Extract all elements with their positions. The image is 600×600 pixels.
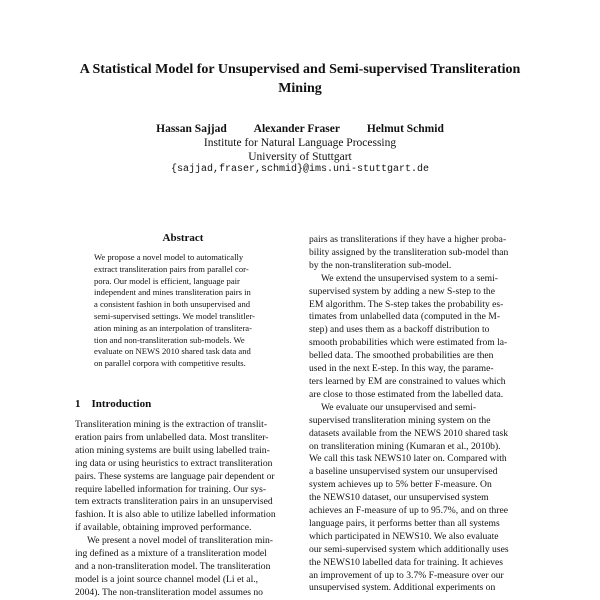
left-column [75, 419, 297, 600]
paper-title [60, 60, 540, 98]
text-line: language pairs, it performs better than all systems [309, 517, 500, 529]
paragraph [75, 535, 294, 600]
abstract-line: We propose a novel model to automatically [94, 252, 244, 262]
abstract-body [94, 252, 274, 370]
text-line: by the non-transliteration sub-model. [309, 259, 452, 271]
text-line: if available, obtaining improved performance. [75, 522, 252, 534]
text-line: a baseline unsupervised system our unsupervised [309, 466, 498, 478]
text-line: pairs as transliterations if they have a higher proba- [309, 234, 507, 245]
introduction-body [75, 419, 294, 600]
text-line: the NEWS10 dataset, our unsupervised system [309, 492, 489, 504]
abstract-line: pora. Our model is efficient, language pair [94, 275, 240, 286]
paragraph [309, 273, 528, 402]
author-name: Helmut Schmid [366, 123, 444, 135]
abstract-line: on parallel corpora with competitive results. [94, 358, 246, 369]
author-list [0, 122, 600, 137]
text-line: on transliteration mining (Kumaran et al., 2010b). [309, 440, 501, 452]
text-line: achieves an F-measure of up to 95.7%, and on three [309, 505, 509, 517]
abstract-line: evaluate on NEWS 2010 shared task data and [94, 346, 251, 357]
text-line: model is a joint source channel model (Li et al., [75, 573, 259, 585]
abstract-line: tion and non-transliteration sub-models. We [94, 334, 245, 345]
text-line: ing data or using heuristics to extract transliteration [75, 457, 273, 469]
text-line: which participated in NEWS10. We also evaluate [309, 530, 499, 542]
section-title: Introduction [91, 398, 152, 410]
author-email: {sajjad,fraser,schmid}@ims.uni-stuttgart.de [170, 164, 430, 175]
text-line: an improvement of up to 3.7% F-measure over our [309, 569, 504, 581]
right-column [309, 234, 531, 600]
text-line: step) and uses them as a backoff distribution to [309, 324, 490, 336]
text-line: We extend the unsupervised system to a semi- [321, 272, 498, 284]
paragraph [309, 234, 528, 273]
text-line: We call this task NEWS10 later on. Compared with [309, 453, 507, 465]
author-name: Hassan Sajjad [156, 123, 227, 135]
text-line: 2004). The non-transliteration model assumes no [75, 586, 263, 598]
text-line: unsupervised system. Additional experiments on [309, 582, 496, 594]
text-line: fashion. It is also able to utilize labelled information [75, 509, 276, 521]
text-line: smooth probabilities which were estimated from la- [309, 337, 508, 349]
right-column-body [309, 234, 528, 595]
text-line: require labelled information for training. Our sys- [75, 483, 267, 495]
text-line: EM algorithm. The S-step takes the probability es- [309, 298, 504, 310]
text-line: our semi-supervised system which additionally uses [309, 543, 509, 555]
text-line: We evaluate our unsupervised and semi- [321, 401, 477, 413]
text-line: timates from unlabelled data (computed in the M- [309, 311, 501, 323]
affiliation-university: University of Stuttgart [248, 151, 352, 163]
text-line: datasets available from the NEWS 2010 shared task [309, 427, 509, 439]
text-line: are close to those estimated from the labelled data. [309, 388, 504, 400]
text-line: used in the next E-step. In this way, the parame- [309, 363, 494, 375]
text-line: ing defined as a mixture of a transliteration model [75, 548, 267, 560]
text-line: ters learned by EM are constrained to values which [309, 375, 506, 387]
paper-title-line-1: A Statistical Model for Unsupervised and Semi-supervised Transliteration [79, 62, 521, 77]
text-line: ation mining systems are built using labelled train- [75, 444, 270, 456]
abstract-heading: Abstract [162, 232, 204, 244]
paragraph [309, 402, 528, 596]
affiliation-institute: Institute for Natural Language Processing [203, 137, 397, 149]
abstract-line: semi-supervised settings. We model translitler- [94, 310, 256, 321]
text-line: tem extracts transliteration pairs in an unsupervised [75, 496, 273, 508]
abstract-line: a consistent fashion in both unsupervised and [94, 299, 251, 310]
text-line: eration pairs from unlabelled data. Most transliter- [75, 431, 269, 443]
paragraph [75, 419, 294, 535]
abstract-line: ation mining as an interpolation of translitera- [94, 322, 252, 333]
abstract-line: extract transliteration pairs from parallel cor- [94, 263, 249, 274]
text-line: bility assigned by the transliteration sub-model than [309, 246, 509, 258]
text-line: Transliteration mining is the extraction of translit- [75, 419, 268, 430]
text-line: supervised system by adding a new S-step to the [309, 285, 495, 297]
text-line: belled data. The smoothed probabilities are then [309, 350, 494, 362]
text-line: supervised transliteration mining system on the [309, 414, 491, 426]
abstract-line: independent and mines transliteration pairs in [94, 287, 251, 298]
author-name: Alexander Fraser [253, 123, 340, 135]
text-line: system achieves up to 5% better F-measure. On [309, 479, 492, 491]
text-line: pairs. These systems are language pair dependent or [75, 470, 275, 482]
paper-title-line-2: Mining [278, 81, 322, 96]
section-number: 1 [75, 398, 81, 410]
text-line: the NEWS10 labelled data for training. It achieves [309, 556, 503, 568]
section-heading-introduction [75, 398, 151, 410]
text-line: We present a novel model of transliteration min- [87, 535, 273, 547]
text-line: and a non-transliteration model. The transliteration [75, 560, 271, 572]
